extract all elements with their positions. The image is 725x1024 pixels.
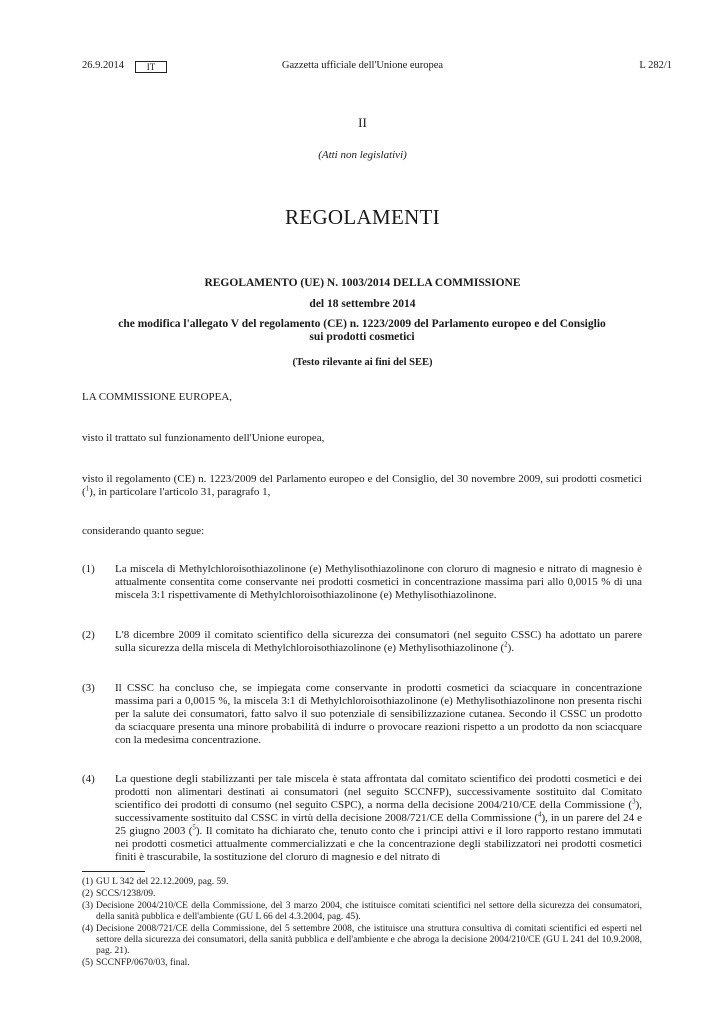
footnote-ref[interactable]: 2 — [504, 640, 508, 649]
recital-number: (2) — [82, 629, 95, 641]
eea-relevance: (Testo rilevante ai fini del SEE) — [292, 357, 433, 368]
footnote-ref[interactable]: 3 — [632, 797, 636, 806]
footnote-text: SCCNFP/0670/03, final. — [96, 958, 190, 968]
footnote-number: (2) — [82, 889, 94, 899]
page-reference: L 282/1 — [639, 60, 672, 71]
section-subtitle: (Atti non legislativi) — [318, 149, 407, 161]
footnote-text: GU L 342 del 22.12.2009, pag. 59. — [96, 877, 229, 887]
recital-text — [115, 629, 642, 655]
regulation-subject: che modifica l'allegato V del regolamento (CE) n. 1223/2009 del Parlamento europeo e del Consiglio sui prodotti cosmetici — [118, 318, 606, 343]
footnote-number: (1) — [82, 877, 94, 887]
regulation-date: del 18 settembre 2014 — [309, 298, 416, 310]
commission-intro: LA COMMISSIONE EUROPEA, — [82, 391, 233, 403]
footnote-separator — [82, 871, 145, 872]
recital-text: La miscela di Methylchloroisothiazolinone (e) Methylisothiazolinone con cloruro di magnesio e nitrato di magnesio è attualmente consentita come conservante nei prodotti cosmetici in concentrazione massima pari allo 0,0015 % di una miscela 3:1 rispettivamente di Methylchloroisothiazolinone (e) Methylisothiazolinone. — [115, 563, 642, 601]
visto-regulation — [82, 473, 642, 499]
footnote-ref[interactable]: 4 — [537, 810, 542, 819]
footnote-number: (5) — [82, 958, 94, 968]
recital-text-part: ). — [507, 642, 515, 654]
journal-title: Gazzetta ufficiale dell'Unione europea — [281, 60, 444, 71]
recital-text — [115, 773, 642, 864]
footnote-ref[interactable]: 5 — [192, 823, 196, 832]
recital-number: (1) — [82, 563, 95, 575]
recital-number: (3) — [82, 682, 95, 694]
recital-text-part: ). Il comitato ha dichiarato che, tenuto conto che i principi attivi e il loro rapporto restano immutati nei prodotti cosmetici attualmente commercializzati e che la concentrazione degli stabilizzatori nei prodotti cosmetici finiti è trascurabile, la sostituzione del cloruro di magnesio e del nitrato di — [115, 825, 642, 863]
visto-regulation-text: visto il regolamento (CE) n. 1223/2009 del Parlamento europeo e del Consiglio, del 30 novembre 2009, sui prodotti cosmetici ( — [82, 473, 642, 498]
recital-text-part: L'8 dicembre 2009 il comitato scientifico della sicurezza dei consumatori (nel seguito CSSC) ha adottato un parere sulla sicurezza della miscela di Methylchloroisothiazolinone (e) Methylisothiazolinone ( — [115, 629, 642, 654]
footnote-text: Decisione 2004/210/CE della Commissione, del 3 marzo 2004, che istituisce comitati scientifici nel settore della sicurezza dei consumatori, della sanità pubblica e dell'ambiente (GU L 66 del 4.3.2004, pag. 45). — [96, 901, 642, 922]
recital-text-part: ), in un parere del 24 e 25 giugno 2003 ( — [115, 812, 642, 837]
visto-treaty: visto il trattato sul funzionamento dell'Unione europea, — [82, 432, 325, 444]
section-numeral: II — [358, 115, 367, 130]
recital-text: Il CSSC ha concluso che, se impiegata come conservante in prodotti cosmetici da sciacquare in concentrazione massima pari a 0,0015 %, la miscela 3:1 di Methylchloroisothiazolinone (e) Methylisothiazolinone non presenta rischi per la salute dei consumatori, fatto salvo il suo potenziale di sensibilizzazione cutanea. Secondo il CSSC un prodotto da sciacquare presenta una minore probabilità di indurre o provocare reazioni rispetto a un prodotto da non sciacquare con la medesima concentrazione. — [115, 682, 642, 746]
publication-date: 26.9.2014 — [82, 60, 124, 71]
recital-text-part: ), successivamente sostituito dal CSSC in virtù della decisione 2008/721/CE della Commissione ( — [115, 799, 642, 824]
visto-regulation-text-end: ), in particolare l'articolo 31, paragrafo 1, — [89, 486, 271, 498]
regulation-title: REGOLAMENTO (UE) N. 1003/2014 DELLA COMMISSIONE — [204, 277, 521, 289]
language-code-box: IT — [135, 61, 167, 73]
recital-text-part: La questione degli stabilizzanti per tale miscela è stata affrontata dal comitato scientifico dei prodotti cosmetici e dei prodotti non alimentari destinati ai consumatori (nel seguito SCCNFP), successivamente sostituito dal Comitato scientifico dei prodotti di consumo (nel seguito CSPC), a norma della decisione 2004/210/CE della Commissione ( — [115, 773, 642, 811]
recital-number: (4) — [82, 773, 95, 785]
footnote-number: (4) — [82, 924, 94, 934]
footnote-ref[interactable]: 1 — [85, 484, 90, 493]
footnote-text: Decisione 2008/721/CE della Commissione, del 5 settembre 2008, che istituisce una struttura consultiva di comitati scientifici ed esperti nel settore della sicurezza dei consumatori, della sanità pubblica e dell'ambiente e che abroga la decisione 2004/210/CE (GU L 241 del 10.9.2008, pag. 21). — [96, 924, 642, 956]
considerando-intro: considerando quanto segue: — [82, 525, 205, 537]
footnote-number: (3) — [82, 901, 94, 911]
footnote-text: SCCS/1238/09. — [96, 889, 156, 899]
section-heading: REGOLAMENTI — [285, 205, 440, 229]
